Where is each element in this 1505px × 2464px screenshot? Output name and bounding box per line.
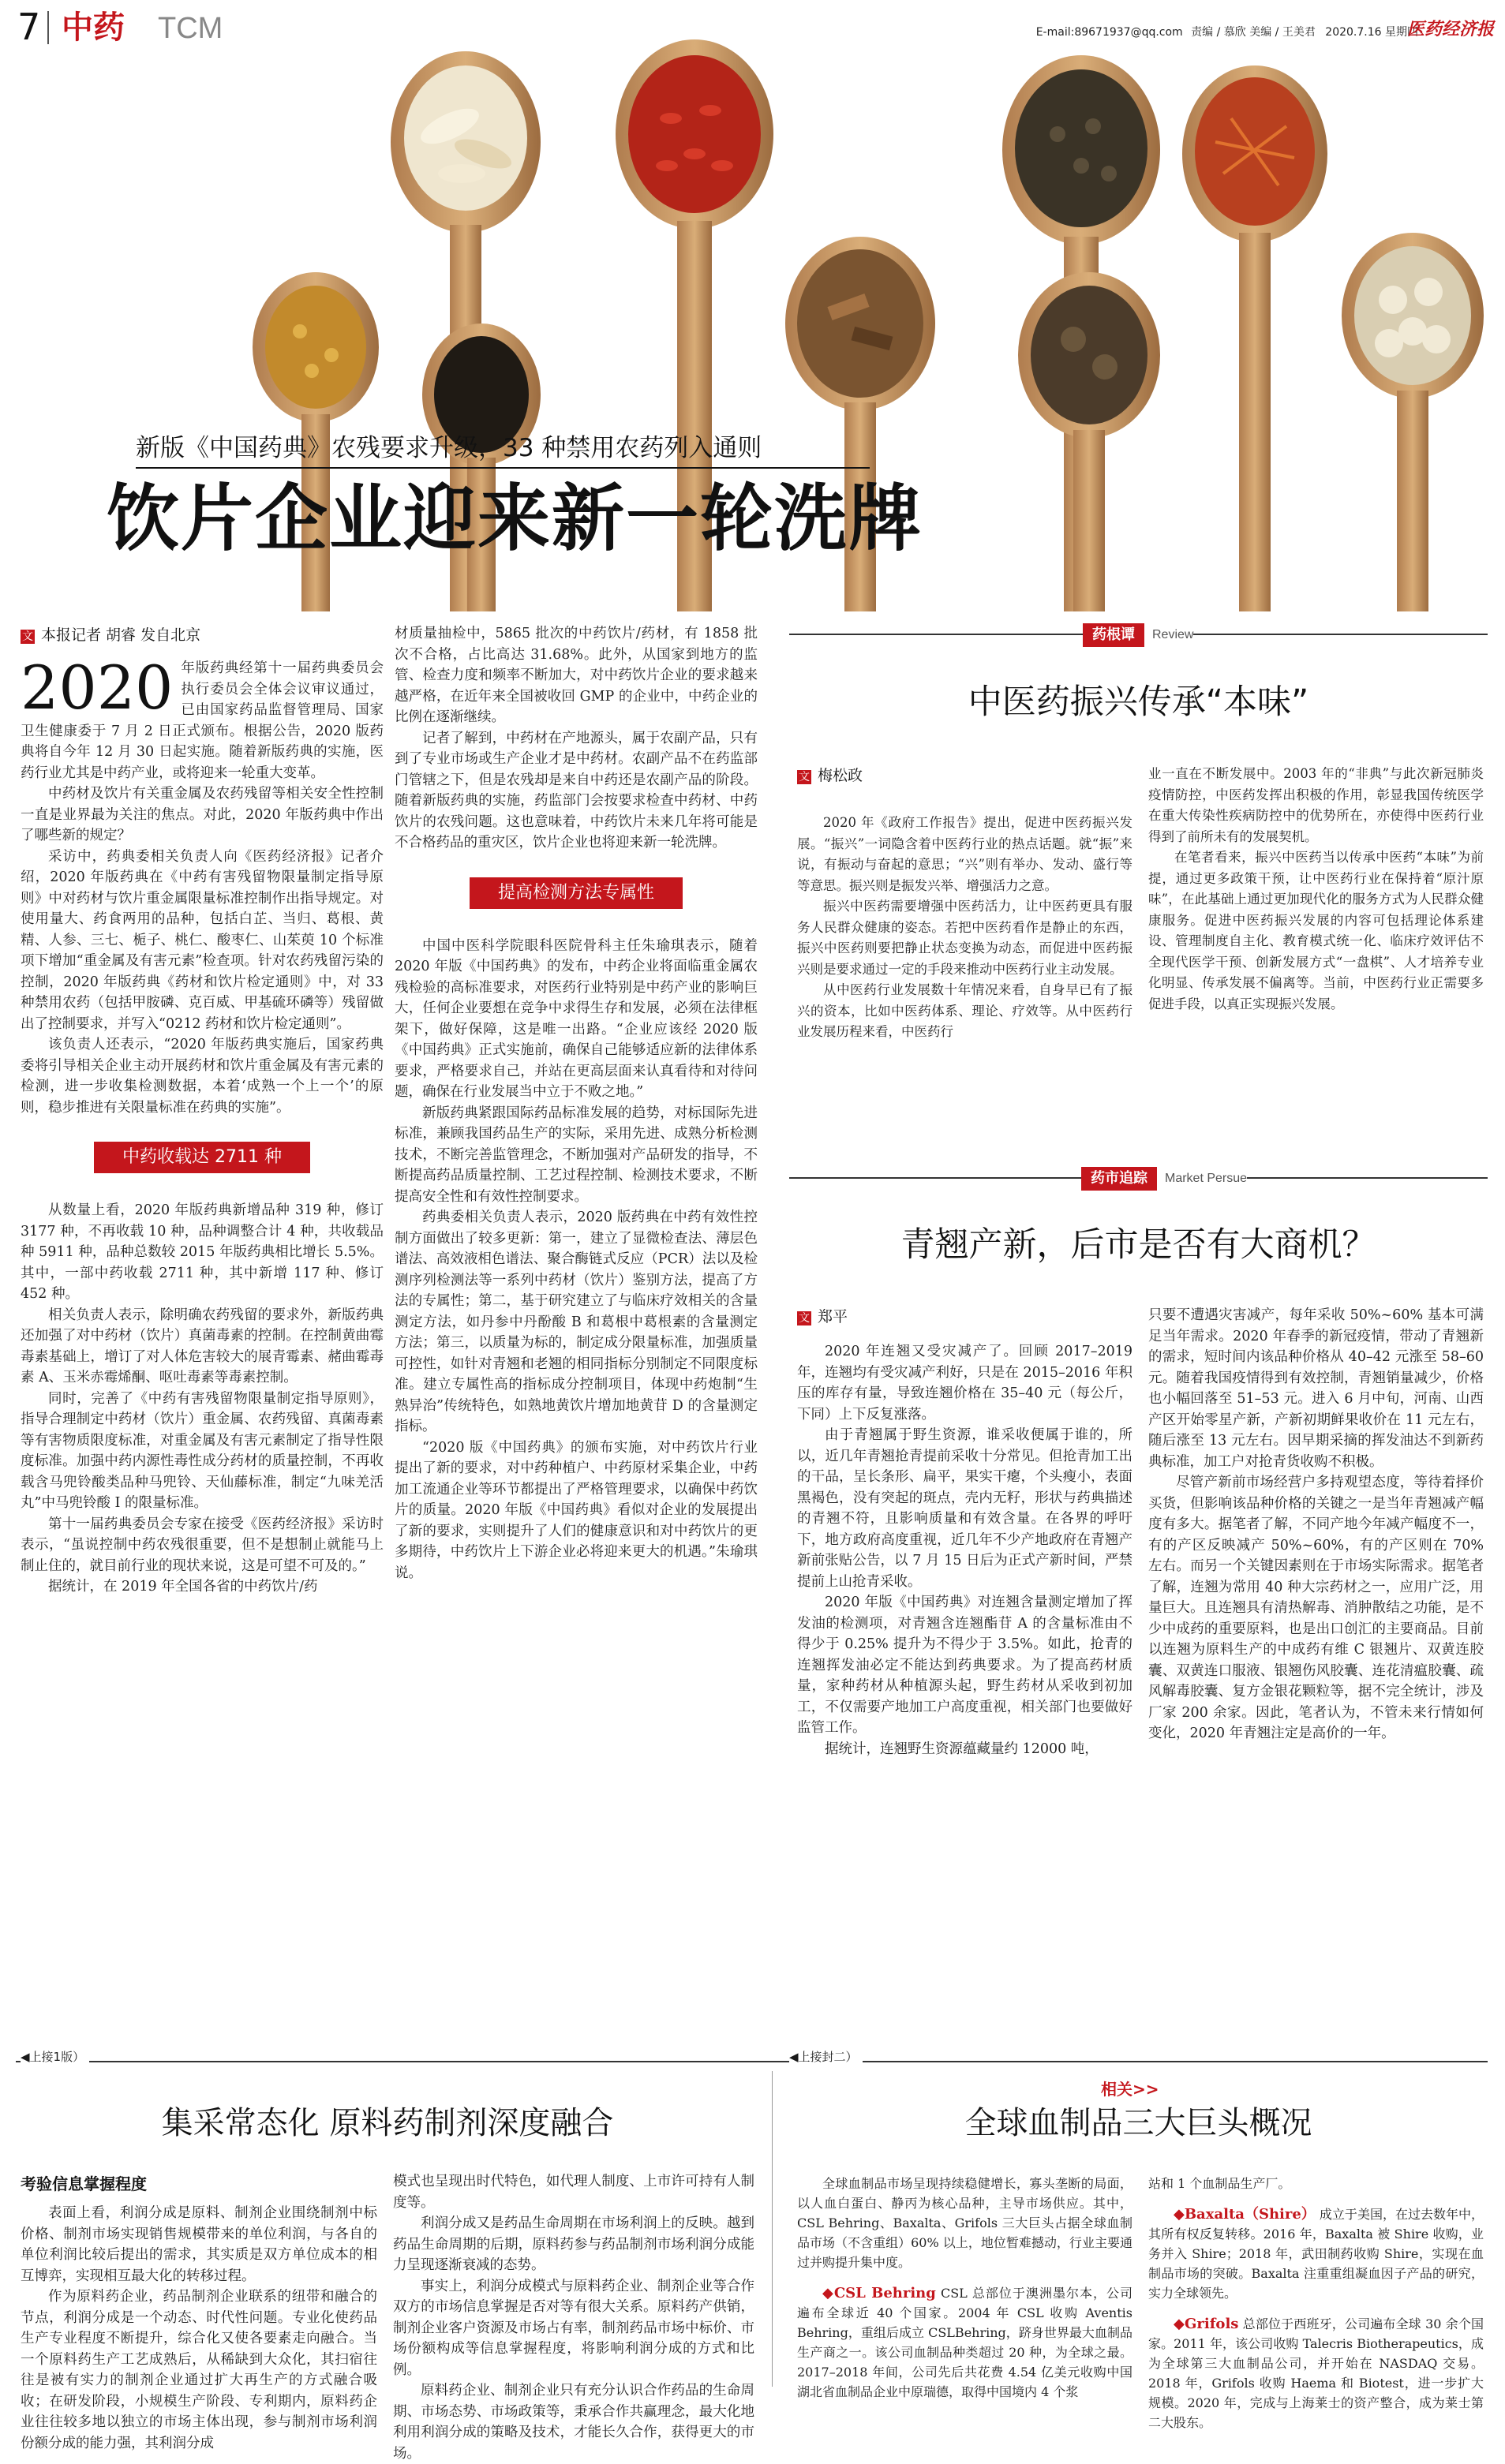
review-para: 振兴中医药需要增强中医药活力，让中医药更具有服务人民群众健康的姿态。若把中医药看作是静止的东西，振兴中医药则要把静止状态变换为动态，而促进中医药振兴则是要求通过一定的手段来推动中医药行业主动发展。 [797,899,1132,977]
page-number: 7 [17,6,41,48]
lead-para: 中药材及饮片有关重金属及农药残留等相关安全性控制一直是业界最为关注的焦点。对此，2020 年版药典中作出了哪些新的规定？ [21,786,384,843]
baxalta-para [1148,2204,1484,2303]
lower-left-para: 原料药企业、制剂企业只有充分认识合作药品的生命周期、市场态势、市场政策等，秉承合作共赢理念，最大化地利用利润分成的策略及技术，才能长久合作，获得更大的市场。 [393,2383,754,2462]
lower-left-subhead: 考验信息掌握程度 [21,2174,147,2193]
lower-left-para: 作为原料药企业，药品制剂企业联系的纽带和融合的节点，利润分成是一个动态、时代性问题。专业化使药品生产专业程度不断提升，综合化又使各要素走向融合。当一个原料药生产工艺成熟后，从稀缺到大众化，其扫宿往往是被有实力的制剂企业通过扩大再生产的方式融合吸收；在研发阶段，小规模生产阶段、专利期内，原料药企业往往较多地以独立的市场主体出现，参与制剂市场利润份额分成的能力强，其利润分成 [21,2289,377,2451]
review-byline [797,764,863,785]
lower-right-col-2 [1148,2174,1484,2430]
lead-headline: 饮片企业迎来新一轮洗牌 [107,477,923,561]
market-para: 只要不遭遇灾害减产，每年采收 50%~60% 基本可满足当年需求。2020 年春季的新冠疫情，带动了青翘新的需求，短时间内该品种价格从 40–42 元涨至 58–60 元。随着我国疫情得到有效控制，青翘销量减少，价格也小幅回落至 51–53 元。进入 6 月中旬，河南、山西产区开始零星产新，产新初期鲜果收价在 11 元左右，随后涨至 13 元左右。因早期采摘的挥发油达不到新药典标准，加工户对抢青货收购不积极。 [1148,1307,1484,1470]
review-para: 在笔者看来，振兴中医药当以传承中医药“本味”为前提，通过更多政策干预，让中医药行业在保持着“原汁原味”，在此基础上通过更加现代化的服务方式为人民群众健康服务。促进中医药振兴发展的内容可包括理论体系建设、管理制度自主化、教育模式统一化、临床疗效评估不全现代医学干预、创新发展方式“一盘棋”、人才培养专业化明显、传承发展不偏离等。当前，中医药行业正需要多促进手段，以真正实现振兴发展。 [1148,850,1484,1011]
lead-subtitle-rule [136,467,870,469]
grifols-para [1148,2314,1484,2432]
lead-para [395,936,758,1103]
grifols-heading: ◆Grifols [1174,2316,1239,2332]
lead-col-2 [395,623,758,2055]
lead-intro-text: 年版药典经第十一届药典委员会执行委员会全体会议审议通过，已由国家药品监督管理局、国家卫生健康委于 7 月 2 日正式颁布。根据公告，2020 版药典将自今年 12 月 30 日起实施。随着新版药典的实施，医药行业尤其是中药产业，或将迎来一轮重大变革。 [21,660,384,781]
market-para: 由于青翘属于野生资源，谁采收便属于谁的，所以，近几年青翘抢青提前采收十分常见。但抢青加工出的干品，呈长条形、扁平，果实干瘪，个头瘦小，表面黑褐色，没有突起的斑点，壳内无籽，形状与药典描述的青翘不符，且影响质量和有效含量。在各界的呼吁下，地方政府高度重视，近几年不少产地政府在青翘产新前张贴公告，以 7 月 15 日后为正式产新时间，严禁提前上山抢青采收。 [797,1427,1132,1590]
baxalta-text: 成立于美国，在过去数年中，其所有权反复转移。2016 年，Baxalta 被 Shire 收购，业务并入 Shire；2018 年，武田制药收购 Shire，实现在血制品市场的突破。Baxalta 注重重组凝血因子产品的研究，实力全球领先。 [1148,2207,1484,2301]
lead-byline [21,623,384,645]
lower-left-para: 模式也呈现出时代特色，如代理人制度、上市许可持有人制度等。 [393,2174,754,2211]
lower-right-jump: ◀上接封二） [789,2048,863,2065]
byline-mark: 文 [22,630,33,643]
lead-para: 采访中，药典委相关负责人向《医药经济报》记者介绍，2020 年版药典在《中药有害残留物限量制定指导原则》中对药材与饮片重金属限量标准控制作出指导规定。对使用量大、药食两用的品种，包括白芷、当归、葛根、黄精、人参、三七、栀子、桃仁、酸枣仁、山茱萸 10 个标准项下增加“重金属及有害元素”检查项。针对农药残留污染的控制，2020 年版药典《药材和饮片检定通则》中，对 33 种禁用农药（包括甲胺磷、克百威、甲基硫环磷等）残留做出了控制要求，并写入“0212 药材和饮片检定通则”。 [21,848,384,1032]
blood-intro: 全球血制品市场呈现持续稳健增长，寡头垄断的局面，以人血白蛋白、静丙为核心品种，主导市场供应。其中，CSL Behring、Baxalta、Grifols 三大巨头占据全球血制品市场（不含重组）60% 以上，地位暂难撼动，行业主要通过并购提升集中度。 [797,2176,1132,2270]
masthead [0,0,1505,55]
review-label-en: Review [1144,628,1193,642]
lower-left-para: 利润分成又是药品生命周期在市场利润上的反映。越到药品生命周期的后期，原料药参与药品制剂市场利润分成能力呈现逐渐衰减的态势。 [393,2215,754,2273]
market-para: 2020 年版《中国药典》对连翘含量测定增加了挥发油的检测项，对青翘含连翘酯苷 A 的含量标准由不得少于 0.25% 提升为不得少于 3.5%。如此，抢青的连翘挥发油必定不能达到药典要求。为了提高药材质量，家种药材从种植源头起，野生药材从采收到初加工，不仅需要产地加工户高度重视，相关部门也要做好监管工作。 [797,1595,1132,1736]
market-para: 据统计，连翘野生资源蕴藏量约 12000 吨， [825,1741,1099,1757]
review-para: 从中医药行业发展数十年情况来看，自身早已有了振兴的资本，比如中医药体系、理论、疗效等。从中医药行业发展历程来看，中医药行 [797,982,1132,1039]
lead-subhead-2: 提高检测方法专属性 [470,877,683,909]
market-col-2 [1148,1305,1484,2031]
section-name-cn: 中药 [62,9,125,46]
market-para: 尽管产新前市场经营户多持观望态度，等待着择价买货，但影响该品种价格的关键之一是当年青翘减产幅度有多大。据笔者了解，不同产地今年减产幅度不一，有的产区反映减产 50%~60%，有的产区则在 70% 左右。而另一个关键因素则在于市场实际需求。据笔者了解，连翘为常用 40 种大宗药材之一，应用广泛，用量巨大。且连翘具有清热解毒、消肿散结之功能，是不少中成药的重要原料，也是出口创汇的主要商品。目前以连翘为原料生产的中成药有维 C 银翘片、双黄连胶囊、双黄连口服液、银翘伤风胶囊、连花清瘟胶囊、疏风解毒胶囊、复方金银花颗粒等，据不完全统计，涉及厂家 200 余家。因此，笔者认为，不管未来行情如何变化，2020 年青翘注定是高价的一年。 [1148,1475,1484,1741]
lead-para: 新版药典紧跟国际药品标准发展的趋势，对标国际先进标准，兼顾我国药品生产的实际，采用先进、成熟分析检测技术，不断完善监管理念，不断加强对产品研发的指导，不断提高药品质量控制、工艺过程控制、检测技术要求，不断提高安全性和有效性控制要求。 [395,1105,758,1205]
csl-text: CSL 总部位于澳洲墨尔本，公司遍布全球近 40 个国家。2004 年 CSL 收购 Aventis Behring，重组后成立 CSLBehring，跻身世界最大血制品生产商之一。该公司血制品种类超过 20 种，为全球之最。2017–2018 年间，公司先后共花费 4.54 亿美元收购中国湖北省血制品企业中原瑞德，取得中国境内 4 个浆 [797,2286,1132,2399]
byline-mark: 文 [799,1312,810,1325]
lower-left-para: 表面上看，利润分成是原料、制剂企业围绕制剂中标价格、制剂市场实现销售规模带来的单位利润，与各自的单位利润比较后提出的需求，其实质是双方单位成本的相互博弈，实现相互最大化的转移过程。 [21,2205,377,2284]
csl-para [797,2283,1132,2402]
editor-credits: 责编 / 慕欣 美编 / 王美君 [1191,26,1316,39]
lead-para: 第十一届药典委员会专家在接受《医药经济报》采访时表示，“虽说控制中药农残很重要，但不是想制止就能马上制止住的，就目前行业的现状来说，这是可望不可及的。” [21,1516,384,1574]
lead-para: 相关负责人表示，除明确农药残留的要求外，新版药典还加强了对中药材（饮片）真菌毒素的控制。在控制黄曲霉毒素基础上，增订了对人体危害较大的展青霉素、赭曲霉毒素 A、玉米赤霉烯酮、呕吐毒素等毒素控制。 [21,1307,384,1385]
contact-email: E-mail:89671937@qq.com [1035,26,1183,39]
lower-left-col-2 [393,2171,754,2462]
lead-intro [21,652,384,783]
lead-para: 据统计，在 2019 年全国各省的中药饮片/药 [48,1579,318,1595]
lead-subtitle: 新版《中国药典》农残要求升级，33 种禁用农药列入通则 [136,434,762,462]
baxalta-heading: ◆Baxalta（Shire） [1174,2206,1316,2223]
contact-line [1036,24,1418,39]
related-tag: 相关>> [1101,2080,1159,2099]
lead-subhead-2-wrap [395,877,758,909]
review-col-1 [797,813,1132,1144]
lead-para: “2020 版《中国药典》的颁布实施，对中药饮片行业提出了新的要求，对中药种植户、中药原材采集企业，中药加工流通企业等环节都提出了严格管理要求，以确保中药饮片的质量。2020 年版《中国药典》看似对企业的发展提出了新的要求，实则提升了人们的健康意识和对中药饮片的更多期待，中药饮片上下游企业必将迎来更大的机遇。”朱瑜琪说。 [395,1439,758,1581]
market-col-1 [797,1341,1132,2028]
lead-para: 记者了解到，中药材在产地源头，属于农副产品，只有到了专业市场或生产企业才是中药材。农副产品不在药监部门管辖之下，但是农残却是来自中药还是农副产品的阶段。随着新版药典的实施，药监部门会按要求检查中药材、中药饮片的农残问题。这也意味着，中药饮片未来几年将可能是不合格药品的重灾区，饮片企业也将迎来新一轮洗牌。 [395,730,758,851]
review-para: 2020 年《政府工作报告》提出，促进中医药振兴发展。“振兴”一词隐含着中医药行业的热点话题。就“振”来说，有振动与奋起的意思；“兴”则有举办、发动、盛行等等意思。振兴则是振发兴举、增强活力之意。 [797,815,1132,893]
masthead-divider [47,11,49,44]
lower-left-headline: 集采常态化 原料药制剂深度融合 [161,2105,614,2141]
market-byline-text: 郑平 [818,1308,848,1325]
lower-left-jump: ◀上接1版） [21,2048,89,2065]
review-label-cn: 药根谭 [1083,623,1144,647]
lead-para-text: 中国中医科学院眼科医院骨科主任朱瑜琪表示，随着 2020 年版《中国药典》的发布，中药企业将面临重金属农残检验的高标准要求，对医药行业特别是中药产业的影响巨大，任何企业要想在竞争中求得生存和发展，必须在法律框架下，做好保障，这是唯一出路。“企业应该经 2020 版《中国药典》正式实施前，确保自己能够适应新的法律体系要求，严格要求自己，并站在更高层面来认真看待和对待问题，确保在行业发展当中立于不败之地。” [395,937,758,1100]
market-label-cn: 药市追踪 [1081,1167,1157,1191]
lead-para: 从数量上看，2020 年版药典新增品种 319 种，修订 3177 种，不再收载 10 种，品种调整合计 4 种，共收载品种 5911 种，品种总数较 2015 年版药典相比增长 5.5%。其中，一部中药收载 2711 种，其中新增 117 种、修订 452 种。 [21,1202,384,1302]
lower-left-col-1 [21,2203,377,2451]
middle-rule [16,2061,1488,2062]
lead-para: 同时，完善了《中药有害残留物限量制定指导原则》，指导合理制定中药材（饮片）重金属、农药残留、真菌毒素等有害物质限度标准，对重金属及有害元素制定了指导性限度标准。加强中药内源性毒性成分药材的质量控制，不再收载含马兜铃酸类品种马兜铃、天仙藤标准，制定“九味羌活丸”中马兜铃酸 I 的限量标准。 [21,1390,384,1511]
review-byline-text: 梅松政 [818,767,863,784]
review-para: 业一直在不断发展中。2003 年的“非典”与此次新冠肺炎疫情防控，中医药发挥出积极的作用，彰显我国传统医学在重大传染性疾病防控中的优势所在，亦使得中医药行业得到了前所未有的发展契机。 [1148,766,1484,844]
paper-logo: 医药经济报 [1406,19,1494,39]
lower-left-para: 事实上，利润分成模式与原料药企业、制剂企业等合作双方的市场信息掌握是否对等有很大关系。原料药产供销，制剂企业客户资源及市场占有率，制剂药品市场中标价、市场份额构成等信息掌握程度，将影响利润分成的方式和比例。 [393,2278,754,2378]
lower-right-col-1 [797,2174,1132,2399]
market-byline [797,1305,848,1326]
review-headline: 中医药振兴传承“本味” [968,682,1309,722]
lead-para: 该负责人还表示，“2020 年版药典实施后，国家药典委将引导相关企业主动开展药材和饮片重金属及有害元素的检测，进一步收集检测数据，本着‘成熟一个上一个’的原则，稳步推进有关限量标准在药典的实施”。 [21,1037,384,1116]
lead-para: 材质量抽检中，5865 批次的中药饮片/药材，有 1858 批次不合格，占比高达 31.68%。此外，从国家到地方的监管、检查力度和频率不断加大，对中药饮片企业的要求越来越严格，在近年来全国被收回 GMP 的企业中，中药企业的比例在逐渐继续。 [395,626,758,725]
lead-byline-text: 本报记者 胡睿 发自北京 [41,626,201,644]
lead-dropcap: 2020 [21,652,174,723]
lead-para: 药典委相关负责人表示，2020 版药典在中药有效性控制方面做出了较多更新：第一，建立了显微检查法、薄层色谱法、高效液相色谱法、聚合酶链式反应（PCR）法以及检测序列检测法等一系列中药材（饮片）鉴别方法，提高了方法的专属性；第二，基于研究建立了与临床疗效相关的含量测定方法，如丹参中丹酚酸 B 和葛根中葛根素的含量测定方法；第三，以质量为标的，制定成分限量标准，加强质量可控性，如针对青翘和老翘的相同指标分别制定不同限度标准。建立专属性高的指标成分控制项目，体现中药炮制“生熟异治”传统特色，如熟地黄饮片增加地黄苷 D 的含量测定指标。 [395,1210,758,1434]
market-headline: 青翘产新，后市是否有大商机？ [900,1225,1376,1265]
lead-subhead-1-wrap [21,1142,384,1173]
review-col-2 [1148,764,1484,1142]
csl-heading: ◆CSL Behring [822,2285,936,2301]
issue-date: 2020.7.16 星期四 [1325,26,1418,39]
lead-col-1 [21,652,384,2055]
blood-para: 站和 1 个血制品生产厂。 [1148,2176,1291,2191]
lead-subhead-1: 中药收载达 2711 种 [94,1142,310,1173]
grifols-text: 总部位于西班牙，公司遍布全球 30 余个国家。2011 年，该公司收购 Talecris Biotherapeutics，成为全球第三大血制品公司，并开始在 NASDAQ 交易。2018 年，Grifols 收购 Haema 和 Biotest，进一步扩大规模。2020 年，完成与上海莱士的资产整合，成为莱士第二大股东。 [1148,2316,1484,2430]
review-label [1083,623,1193,647]
section-name-en: TCM [158,12,223,45]
lower-right-headline: 全球血制品三大巨头概况 [964,2105,1312,2141]
byline-mark: 文 [799,771,810,783]
lower-vertical-rule [772,2071,773,2387]
market-para: 2020 年连翘又受灾减产了。回顾 2017–2019 年，连翘均有受灾减产利好，只是在 2015–2016 年积压的库存有量，导致连翘价格在 35–40 元（每公斤，下同）上下反复涨落。 [797,1344,1132,1423]
market-label [1081,1167,1247,1191]
market-label-en: Market Persue [1157,1172,1247,1186]
